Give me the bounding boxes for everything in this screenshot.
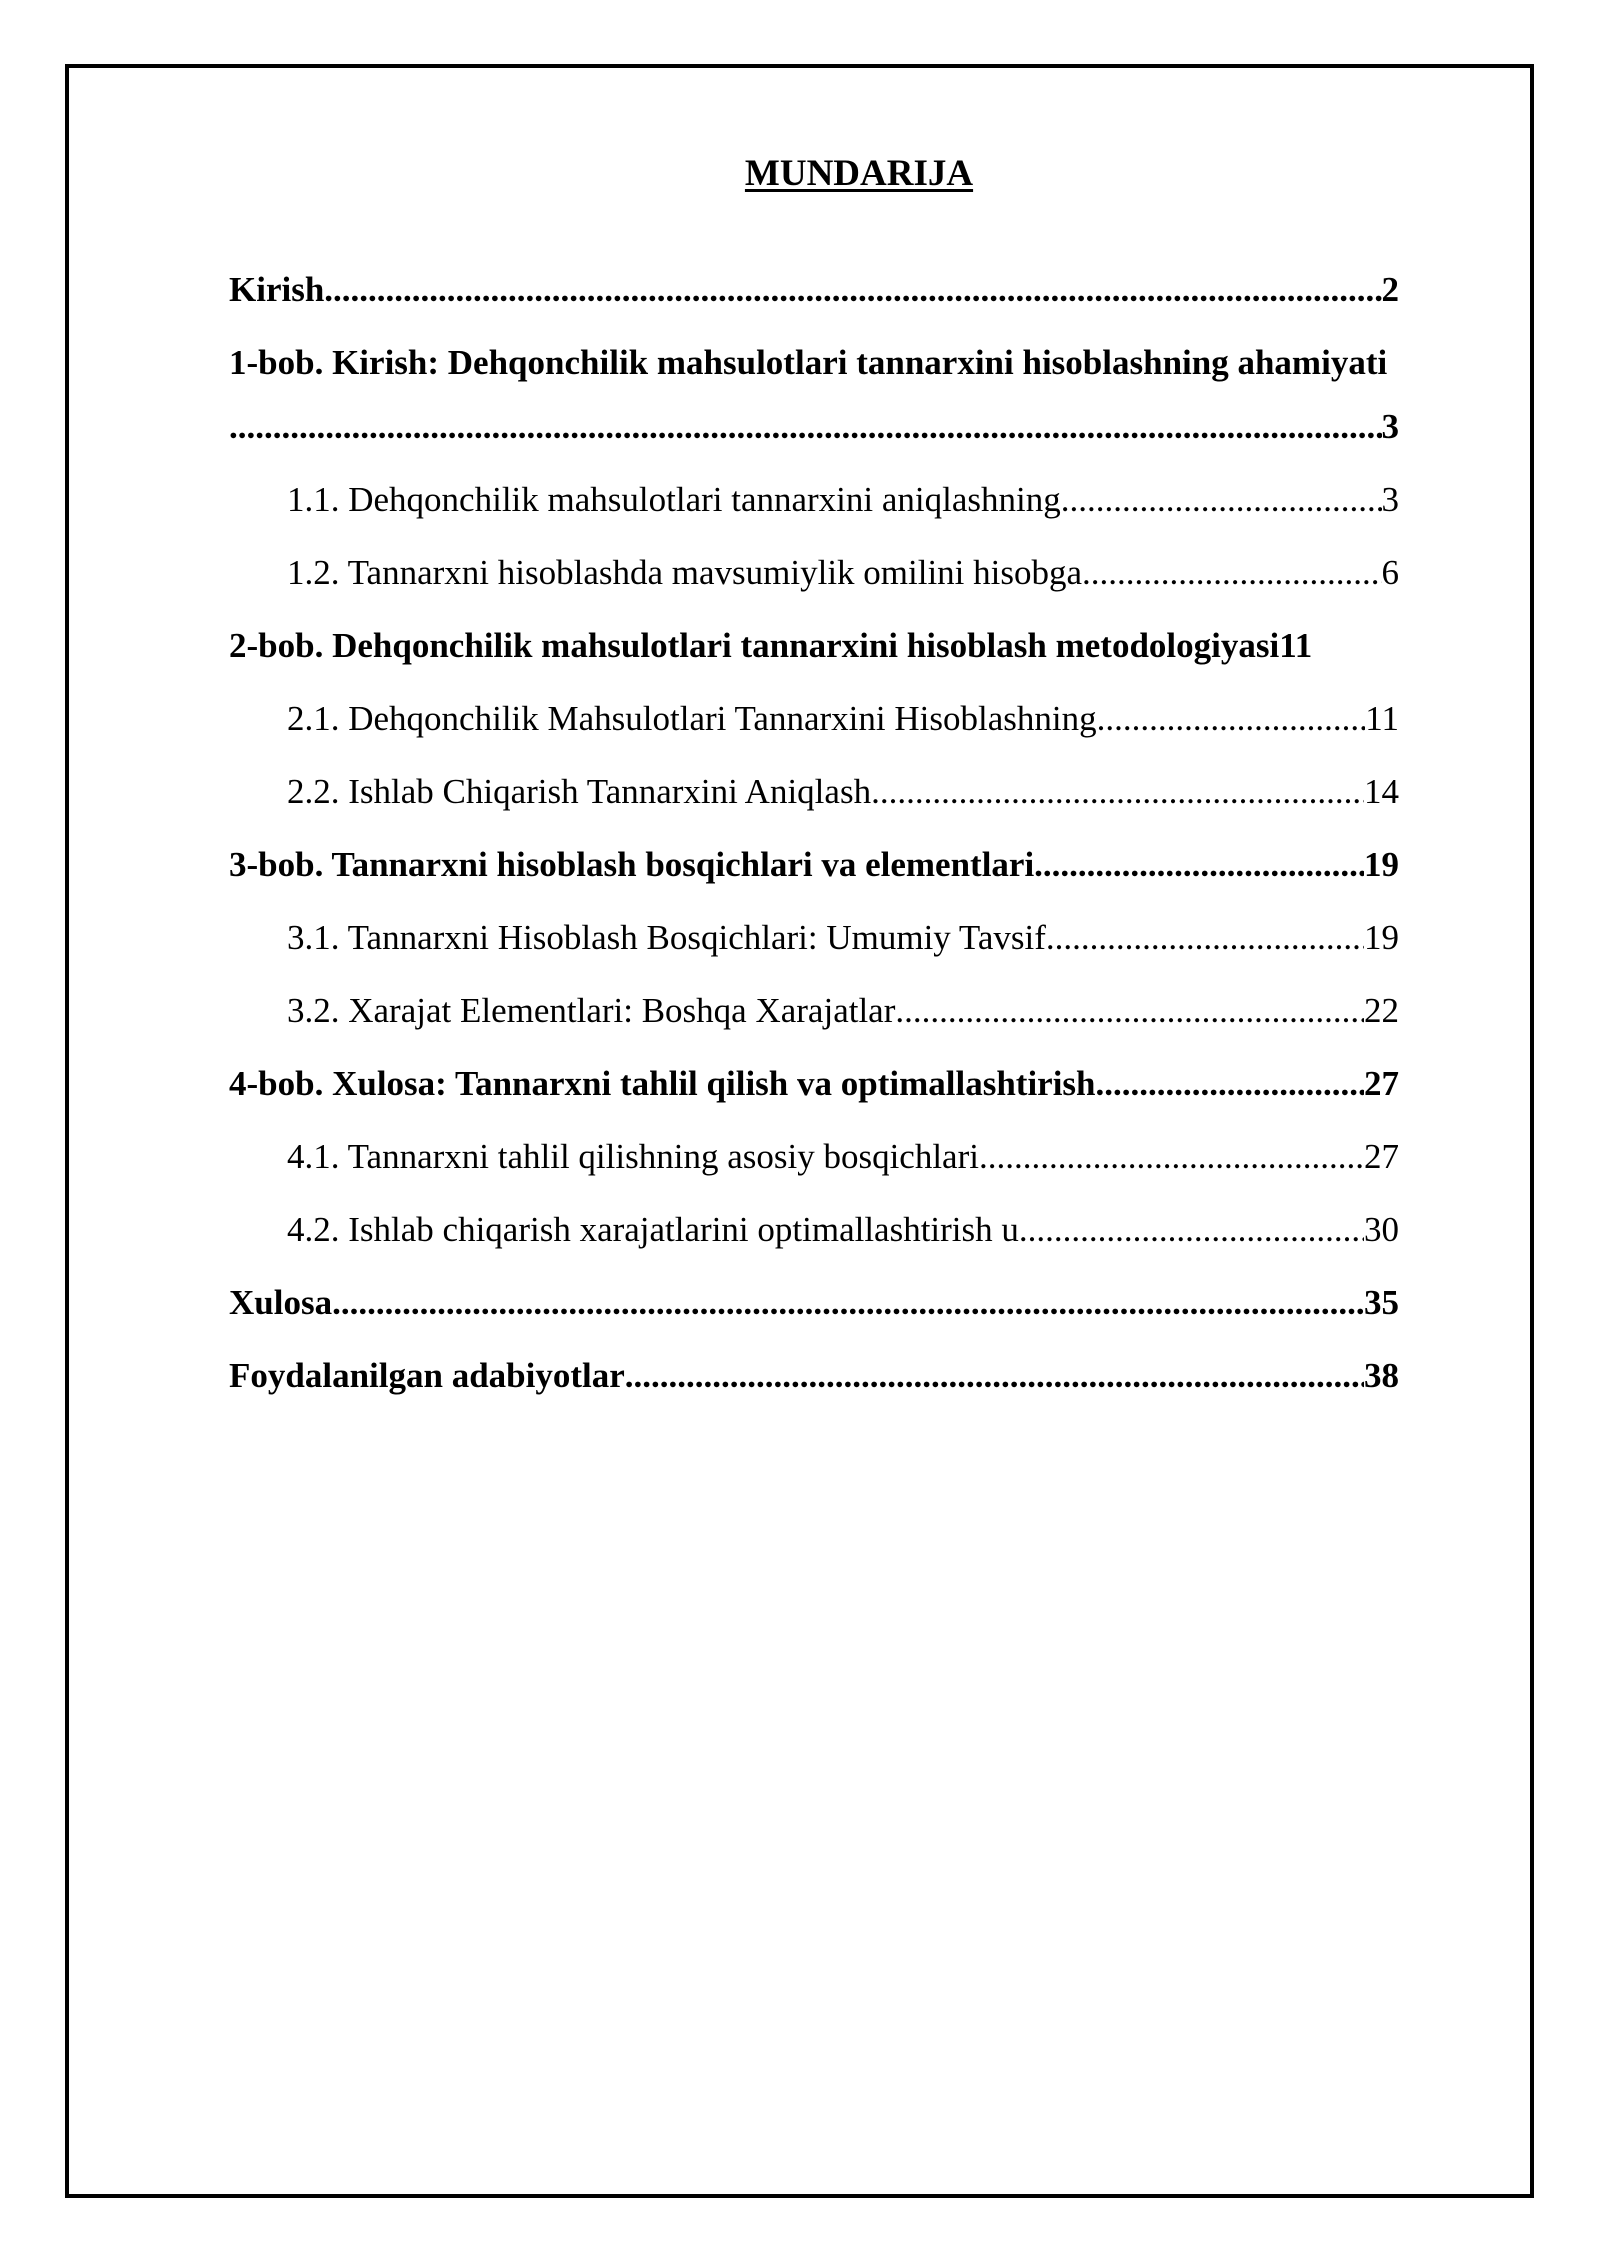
- toc-leader-dots: [332, 1281, 1364, 1325]
- toc-leader-dots: [625, 1354, 1364, 1398]
- toc-entry-label: 2.1. Dehqonchilik Mahsulotlari Tannarxini Hisoblashning: [287, 699, 1097, 738]
- toc-entry-chapter-1-title[interactable]: [229, 341, 1399, 385]
- toc-entry-chapter-1-page[interactable]: [229, 405, 1399, 449]
- toc-entry-label: 3.1. Tannarxni Hisoblash Bosqichlari: Umumiy Tavsif: [287, 918, 1046, 957]
- toc-entry-chapter-4[interactable]: [229, 1062, 1399, 1106]
- toc-entry-4-1[interactable]: [287, 1135, 1399, 1179]
- toc-leader-dots: [1061, 478, 1382, 522]
- toc-leader-dots: [871, 770, 1364, 814]
- toc-entry-page: 6: [1381, 553, 1399, 592]
- toc-title: MUNDARIJA: [744, 153, 974, 194]
- toc-entry-label: 3.2. Xarajat Elementlari: Boshqa Xarajatlar: [287, 991, 896, 1030]
- toc-entry-page: 27: [1364, 1137, 1399, 1176]
- toc-entry-page: 38: [1364, 1356, 1399, 1395]
- toc-entry-page: 11: [1279, 626, 1313, 665]
- toc-entry-label: 4.1. Tannarxni tahlil qilishning asosiy bosqichlari: [287, 1137, 979, 1176]
- toc-leader-dots: [1019, 1208, 1364, 1252]
- toc-entry-page: 14: [1364, 772, 1399, 811]
- toc-entry-label: Xulosa: [229, 1283, 333, 1322]
- toc-leader-dots: [324, 268, 1381, 312]
- toc-entry-label: 4-bob. Xulosa: Tannarxni tahlil qilish va optimallashtirish: [229, 1064, 1096, 1103]
- toc-entry-1-1[interactable]: [287, 478, 1399, 522]
- toc-leader-dots: [1046, 916, 1364, 960]
- toc-entry-page: 2: [1381, 270, 1399, 309]
- toc-entry-chapter-3[interactable]: [229, 843, 1399, 887]
- toc-entry-xulosa[interactable]: [229, 1281, 1399, 1325]
- toc-entry-1-2[interactable]: [287, 551, 1399, 595]
- toc-entry-label: 1.2. Tannarxni hisoblashda mavsumiylik omilini hisobga: [287, 553, 1083, 592]
- toc-entry-label: 1-bob. Kirish: Dehqonchilik mahsulotlari tannarxini hisoblashning ahamiyati: [229, 343, 1388, 382]
- toc-entry-page: 22: [1364, 991, 1399, 1030]
- toc-entry-label: Kirish: [229, 270, 325, 309]
- toc-entry-page: 30: [1364, 1210, 1399, 1249]
- toc-entry-label: 1.1. Dehqonchilik mahsulotlari tannarxini aniqlashning: [287, 480, 1061, 519]
- toc-entry-2-2[interactable]: [287, 770, 1399, 814]
- toc-leader-dots: [1082, 551, 1381, 595]
- toc-entry-page: 19: [1364, 918, 1399, 957]
- toc-leader-dots: [1034, 843, 1364, 887]
- toc-entry-chapter-2[interactable]: [229, 624, 1399, 668]
- toc-entry-page: 19: [1364, 845, 1399, 884]
- toc-leader-dots: [979, 1135, 1364, 1179]
- toc-leader-dots: [1096, 1062, 1364, 1106]
- toc-entry-label: 3-bob. Tannarxni hisoblash bosqichlari va elementlari: [229, 845, 1035, 884]
- toc-entry-label: 4.2. Ishlab chiqarish xarajatlarini optimallashtirish u: [287, 1210, 1019, 1249]
- toc-entry-page: 35: [1364, 1283, 1399, 1322]
- toc-entry-page: 3: [1381, 407, 1399, 446]
- toc-entry-page: 11: [1365, 699, 1399, 738]
- toc-entry-label: Foydalanilgan adabiyotlar: [229, 1356, 625, 1395]
- toc-leader-dots: [895, 989, 1364, 1033]
- toc-entry-page: 3: [1381, 480, 1399, 519]
- toc-entry-2-1[interactable]: [287, 697, 1399, 741]
- toc-entry-3-1[interactable]: [287, 916, 1399, 960]
- toc-entry-kirish[interactable]: [229, 268, 1399, 312]
- toc-leader-dots: [1097, 697, 1366, 741]
- toc-entry-adabiyotlar[interactable]: [229, 1354, 1399, 1398]
- toc-entry-label: 2-bob. Dehqonchilik mahsulotlari tannarxini hisoblash metodologiyasi: [229, 626, 1280, 665]
- toc-leader-dots: [229, 405, 1382, 449]
- toc-entry-3-2[interactable]: [287, 989, 1399, 1033]
- toc-entry-4-2[interactable]: [287, 1208, 1399, 1252]
- toc-entry-label: 2.2. Ishlab Chiqarish Tannarxini Aniqlash: [287, 772, 872, 811]
- toc-entry-page: 27: [1364, 1064, 1399, 1103]
